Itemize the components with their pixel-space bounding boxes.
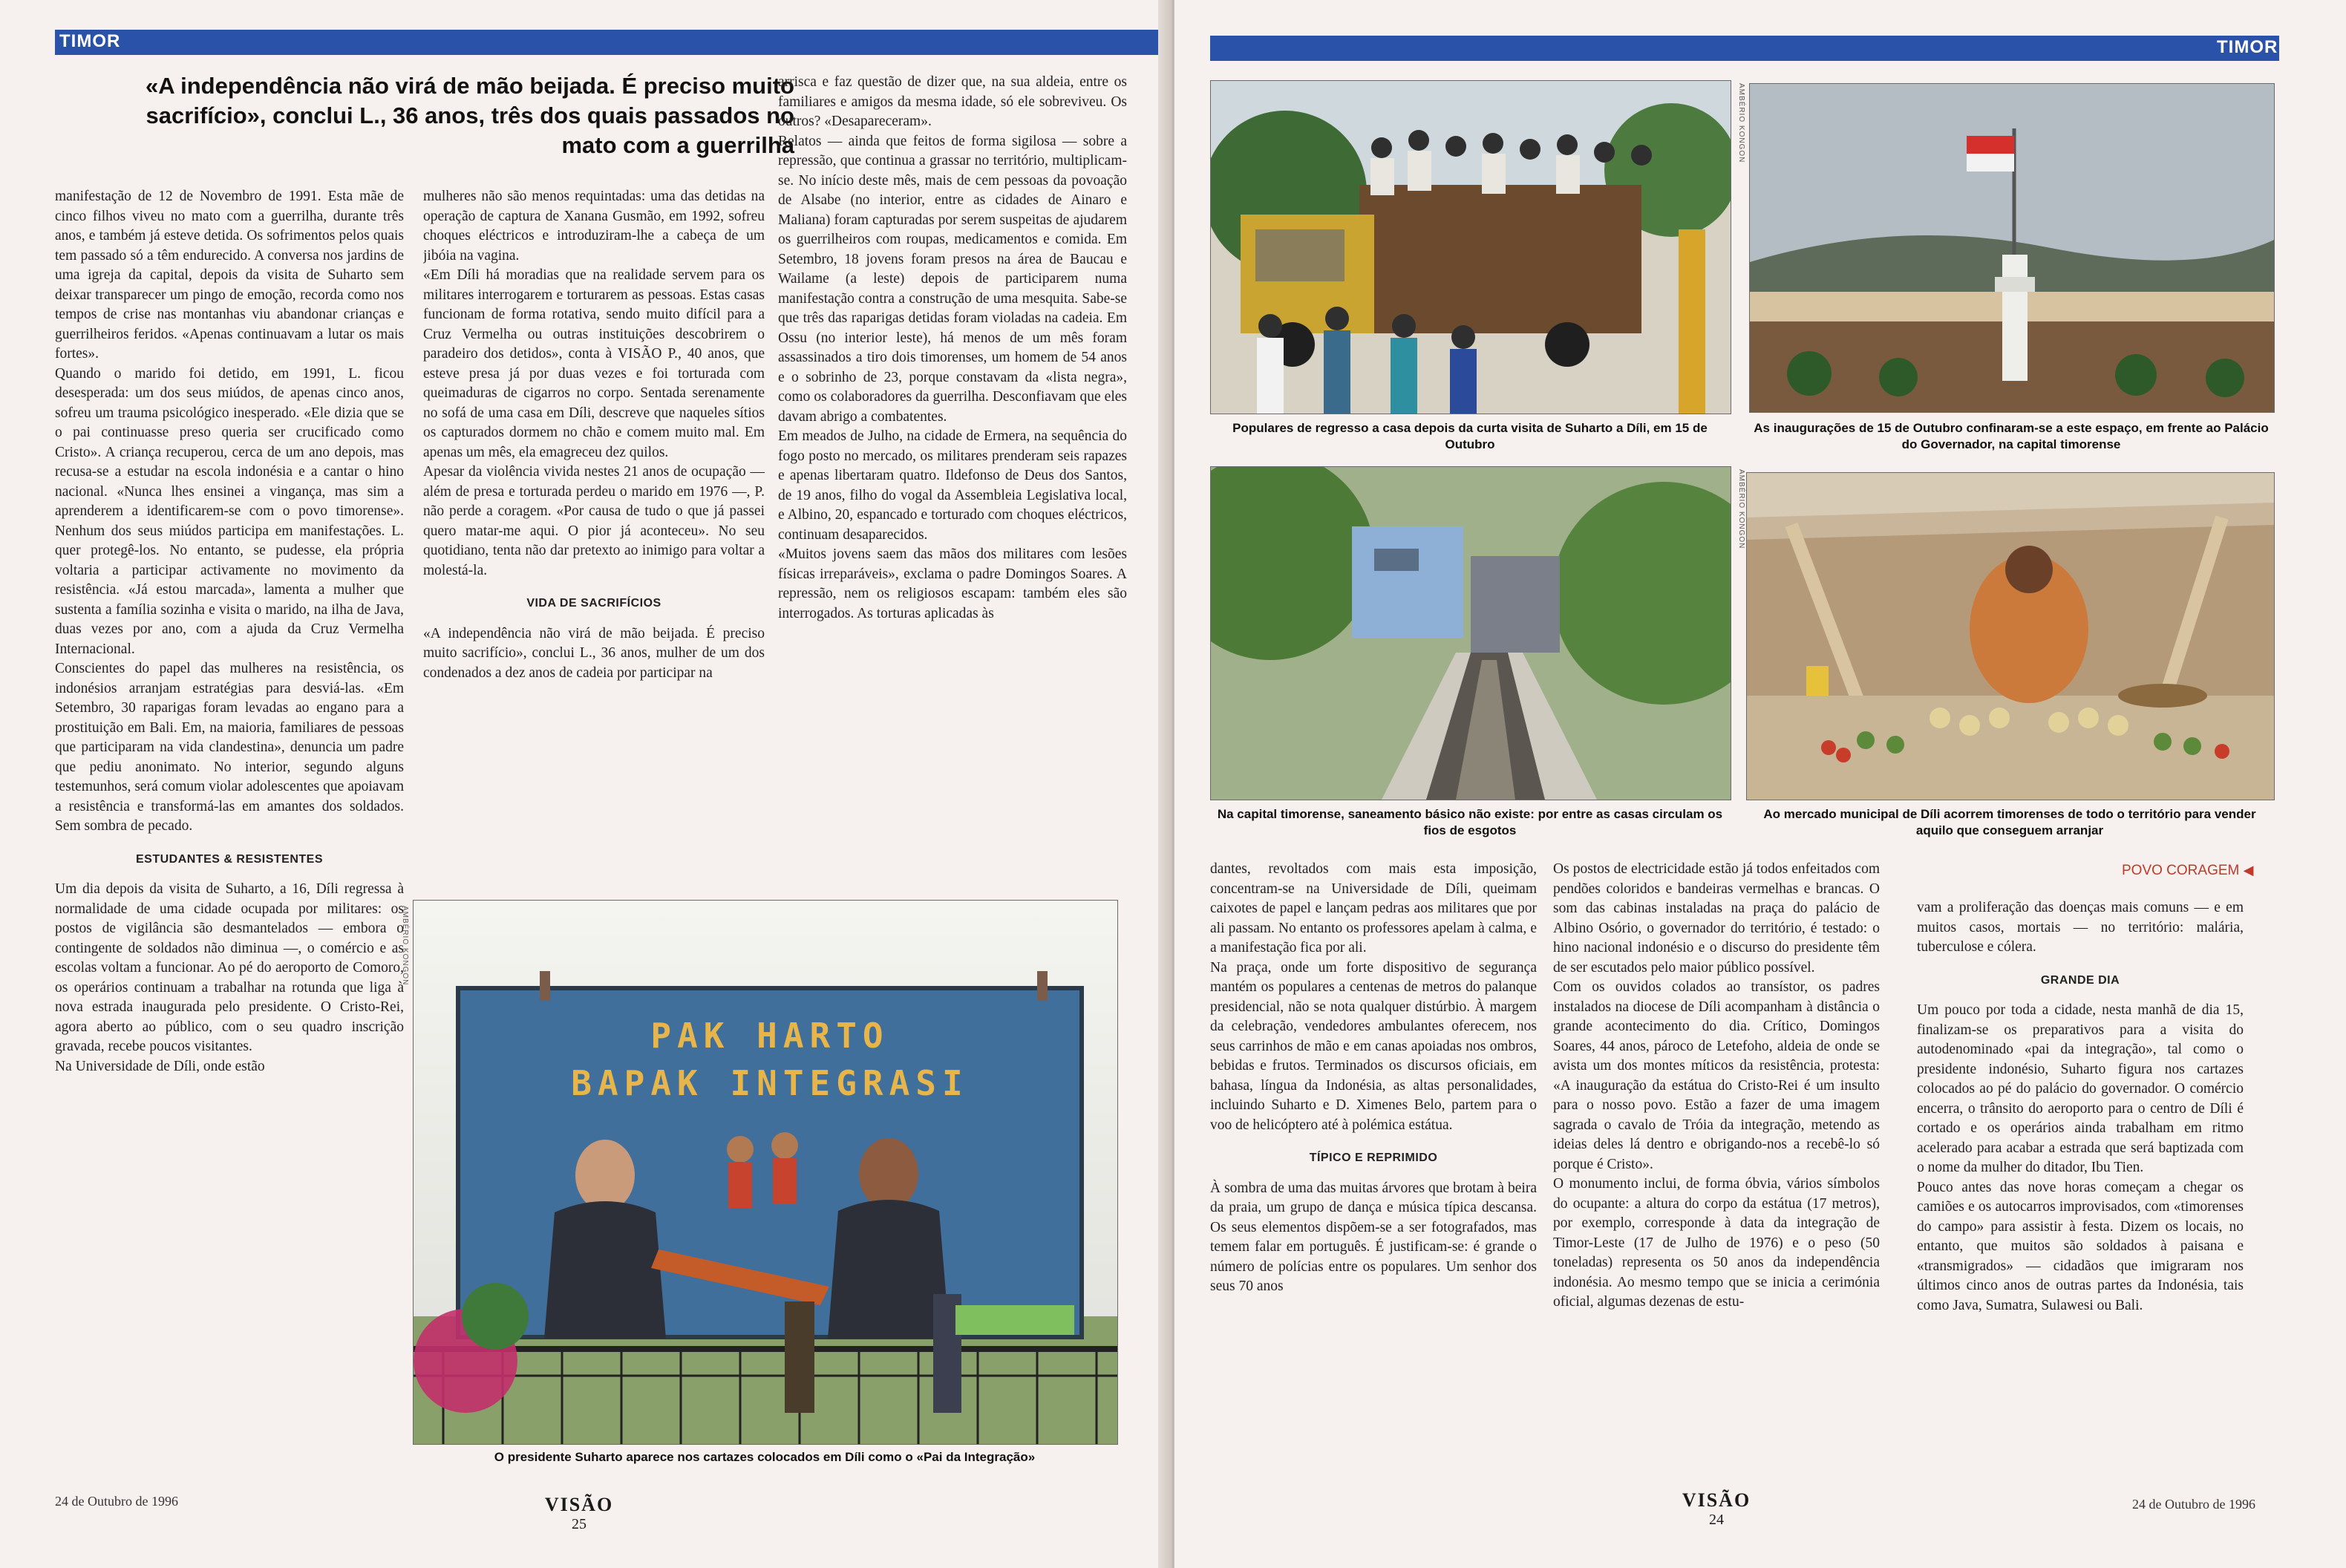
right-page	[1174, 0, 2346, 1568]
paragraph: manifestação de 12 de Novembro de 1991. Esta mãe de cinco filhos viveu no mato com a guerrilha, durante três anos, e também já esteve detida. Os sofrimentos pelos quais tem passado só a têm endurecido. A conversa nos jardins de uma igreja da capital, depois da visita de Suharto sem deixar transparecer um pingo de emoção, recorda como nos tempos de crise nas montanhas viu abandonar crianças e guerrilheiros feridos. «Apenas continuavam a lutar os mais fortes».	[55, 189, 404, 362]
article-column-r3	[1917, 898, 2244, 1485]
left-page	[0, 0, 1172, 1568]
subhead: GRANDE DIA	[2040, 973, 2120, 987]
paragraph: Com os ouvidos colados ao transístor, os padres instalados na diocese de Díli acompanham à distância o grande acontecimento do dia. Crítico, Domingos Soares, 44 anos, pároco de Letefoho, aldeia de onde se avista um dos montes míticos da resistência, protesta: «A inauguração da estátua do Cristo-Rei é um insulto para o nosso povo. Estão a fazer de uma imagem sagrada o cavalo de Tróia da integração, metendo as ideias deles lá dentro e obrigando-nos a recebê-lo só porque é Cristo».	[1553, 979, 1880, 1172]
article-column-a	[778, 73, 1127, 882]
section-header-bar	[1210, 36, 2279, 61]
paragraph: Relatos — ainda que feitos de forma sigilosa — sobre a repressão, que continua a grassar no território, multiplicam-se. No início deste mês, mais de cem pessoas da povoação de Alsabe (no interior, entre as cidades de Ainaro e Maliana) foram capturadas por serem suspeitas de ajudarem os guerrilheiros com roupas, medicamentos e comida. Em Setembro, 18 jovens foram presos na área de Baucau e Wailame (a leste) depois de participarem numa manifestação contra a construção de uma mesquita. Sabe-se que três das raparigas detidas foram violadas na cadeia. Em Ossu (no interior leste), há menos de um mês foram assassinados a tiro dois timorenses, um homem de 54 anos e o sobrinho de 23, porque constavam da «lista negra», como os colaboradores da guerrilha. Desconfiavam que eles davam abrigo a combatentes.	[778, 133, 1127, 425]
truck-caption: Populares de regresso a casa depois da curta visita de Suharto a Díli, em 15 de Outubro	[1232, 421, 1708, 451]
canal-photo	[1210, 466, 1731, 800]
photo-credit: AMBÉRIO KONGON	[1737, 469, 1745, 549]
issue-date: 24 de Outubro de 1996	[55, 1494, 178, 1509]
paragraph: mulheres não são menos requintadas: uma das detidas na operação de captura de Xanana Gusmão, em 1992, sofreu choques eléctricos e introduziram-lhe a cabeça de um jibóia na vagina.	[423, 189, 765, 264]
flag-photo	[1749, 83, 2275, 413]
paragraph: Na Universidade de Díli, onde estão	[55, 1058, 265, 1074]
paragraph: Um pouco por toda a cidade, nesta manhã de dia 15, finalizam-se os preparativos para a visita do autodenominado «pai da integração», tal como o presidente indonésio, Suharto figura nos cartazes colocados ao pé do palácio do governador. O comércio encerra, o trânsito do aeroporto para o centro de Díli é cortado e os operários ainda trabalham em ritmo acelerado para acabar a estrada que será baptizada com o nome da mulher do ditador, Ibu Tien.	[1917, 1002, 2244, 1175]
article-column-r2	[1553, 860, 1880, 1476]
article-column-c	[55, 187, 404, 1471]
billboard-line-1: PAK HARTO	[650, 1016, 889, 1056]
market-caption: Ao mercado municipal de Díli acorrem timorenses de todo o território para vender aquilo que conseguem arranjar	[1763, 807, 2256, 837]
page-number: 24	[1709, 1512, 1724, 1528]
paragraph: «Em Díli há moradias que na realidade servem para os militares interrogarem e torturarem as pessoas. Estas casas funcionam de forma rotativa, sendo muito difícil para a Cruz Vermelha ou outras instituições descobrirem o paradeiro dos detidos», conta à VISÃO P., 40 anos, que esteve presa já por duas vezes e foi torturada com queimaduras de cigarros no corpo. Sentada serenamente no sofá de uma casa em Díli, descreve que naqueles sítios os capturados dormem no chão e comem muito mal. Em apenas um mês, ela emagreceu dez quilos.	[423, 267, 765, 460]
magazine-brand: VISÃO	[544, 1494, 614, 1515]
page-folio	[1657, 1489, 1776, 1529]
truck-illustration	[1211, 81, 1731, 414]
paragraph: Quando o marido foi detido, em 1991, L. ficou desesperada: um dos seus miúdos, de apenas cinco anos, sofreu um trauma psicológico inesperado. «Ele dizia que se o pai continuasse preso queria ser crucificado como Cristo». A criança recuperou, cerca de um ano depois, mas recusa-se a estudar na escola indonésia e a cantar o hino nacional. «Nunca lhes ensinei a vingança, mas sim a aprenderem a identificarem-se com o povo timorense». Nenhum dos seus miúdos participa em manifestações. L. quer protegê-los. No entanto, se pudesse, ela própria voltaria a participar activamente no movimento da resistência. «Já estou marcada», lamenta a mulher que sustenta a família sozinha e visita o marido, na ilha de Java, duas vezes por ano, com a ajuda da Cruz Vermelha Internacional.	[55, 365, 404, 657]
paragraph: arrisca e faz questão de dizer que, na sua aldeia, entre os familiares e amigos da mesma idade, só ele sobreviveu. Os outros? «Desapareceram».	[778, 74, 1127, 129]
section-tag: TIMOR	[2217, 37, 2278, 57]
subhead: ESTUDANTES & RESISTENTES	[135, 852, 324, 866]
see-also-label: POVO CORAGEM	[2122, 863, 2240, 878]
page-folio	[520, 1494, 638, 1533]
page-number: 25	[572, 1516, 586, 1532]
paragraph: vam a proliferação das doenças mais comuns — e em muitos casos, mortais — no território: malária, tuberculose e cólera.	[1917, 900, 2244, 955]
magazine-brand: VISÃO	[1682, 1489, 1751, 1511]
paragraph: Conscientes do papel das mulheres na resistência, os indonésios arranjam estratégias para desviá-las. «Em Setembro, 30 raparigas foram levadas ao engano para a prostituição em Bali. Em, na maioria, familiares de pessoas que participaram na vida clandestina», denuncia um padre que pediu anonimato. No interior, segundo alguns testemunhos, será comum violar adolescentes que apoiavam a resistência e transformá-las em amantes dos soldados. Sem sombra de pecado.	[55, 661, 404, 834]
article-column-r1	[1210, 860, 1537, 1476]
section-header-bar	[55, 30, 1158, 55]
billboard-photo	[413, 900, 1118, 1445]
paragraph: Um dia depois da visita de Suharto, a 16, Díli regressa à normalidade de uma cidade ocupada por militares: os postos de vigilância são desmantelados — embora o contingente de soldados não diminua —, o comércio e as escolas voltam a funcionar. Ao pé do aeroporto de Comoro, os operários continuam a trabalhar na rotunda que liga à nova estrada inaugurada pelo presidente. O Cristo-Rei, agora aberto ao público, com o seu quadro inscrição gravada, recebe poucos visitantes.	[55, 881, 404, 1054]
subhead: VIDA DE SACRIFÍCIOS	[526, 597, 661, 610]
photo-credit: AMBÉRIO KONGON	[401, 906, 409, 986]
paragraph: Os postos de electricidade estão já todos enfeitados com pendões coloridos e bandeiras vermelhas e brancas. O som das cabinas instaladas na praça do palácio de Albino Osório, o governador do território, é testado: o hino nacional indonésio e o discurso do presidente têm de ser escutados pelo maior público possível.	[1553, 861, 1880, 976]
paragraph: Em meados de Julho, na cidade de Ermera, na sequência do fogo posto no mercado, os militares prenderam seis rapazes e apenas libertaram quatro. Ildefonso de Deus dos Santos, de 19 anos, filho do vogal da Assembleia Legislativa local, e Albino, 20, espancado e torturado com choques eléctricos, continuam desaparecidos.	[778, 428, 1127, 543]
canal-illustration	[1211, 467, 1731, 800]
section-tag: TIMOR	[59, 31, 121, 51]
flag-caption: As inaugurações de 15 de Outubro confinaram-se a este espaço, em frente ao Palácio do Governador, na capital timorense	[1754, 421, 2269, 451]
paragraph: Na praça, onde um forte dispositivo de segurança mantém os populares a centenas de metros do palanque presidencial, não se nota qualquer distúrbio. À margem da celebração, vendedores ambulantes oferecem, nos seus carrinhos de mão e em canas apoiadas nos ombros, bebidas e frutos. Terminados os discursos oficiais, em bahasa, língua da Indonésia, as altas personalidades, incluindo Suharto e D. Ximenes Belo, partem para o voo de helicóptero até à polémica estátua.	[1210, 959, 1537, 1133]
billboard-illustration	[414, 901, 1117, 1444]
paragraph: À sombra de uma das muitas árvores que brotam à beira da praia, um grupo de dança e música típica descansa. Os seus elementos dispõem-se a ser fotografados, mas temem falar em português. É justificam-se: é grande o número de polícias entre os populares. Um senhor dos seus 70 anos	[1210, 1180, 1537, 1294]
market-photo	[1746, 472, 2275, 800]
issue-date: 24 de Outubro de 1996	[2132, 1497, 2255, 1512]
paragraph: Pouco antes das nove horas começam a chegar os camiões e os autocarros improvisados, com «timorenses do campo» para assistir à festa. Dizem os locais, no entanto, que muitos são soldados à paisana e «transmigrados» — cidadãos que imigraram nos últimos cinco anos de outras partes da Indonésia, tais como Java, Sumatra, Sulawesi ou Bali.	[1917, 1179, 2244, 1313]
billboard-caption: O presidente Suharto aparece nos cartazes colocados em Díli como o «Pai da Integração»	[494, 1450, 1036, 1464]
paragraph: «A independência não virá de mão beijada. É preciso muito sacrifício», conclui L., 36 anos, mulher de um dos condenados a dez anos de cadeia por participar na	[423, 625, 765, 681]
paragraph: O monumento inclui, de forma óbvia, vários símbolos do ocupante: a altura do corpo da estátua (17 metros), por exemplo, corresponde à data da integração de Timor-Leste (17 de Julho de 1976) e o peso (50 toneladas) representa os 50 anos da independência indonésia. Ao mesmo tempo que se inicia a cerimónia oficial, algumas dezenas de estu-	[1553, 1176, 1880, 1310]
canal-caption: Na capital timorense, saneamento básico não existe: por entre as casas circulam os fios de esgotos	[1217, 807, 1723, 837]
photo-credit: AMBÉRIO KONGON	[1737, 83, 1745, 163]
truck-photo	[1210, 80, 1731, 414]
flag-illustration	[1750, 84, 2274, 412]
triangle-icon: ◀	[2243, 863, 2254, 878]
article-column-b	[423, 187, 765, 885]
paragraph: Apesar da violência vivida nestes 21 anos de ocupação — além de presa e torturada perdeu o marido em 1976 —, P. não perde a coragem. «Por causa de tudo o que já passei quero matar-me aqui. O pior já aconteceu». No seu quotidiano, tenta não dar pretexto ao inimigo para voltar a molestá-la.	[423, 464, 765, 578]
paragraph: dantes, revoltados com mais esta imposição, concentram-se na Universidade de Díli, queimam caixotes de papel e lançam pedras aos militares que por ali passam. No entanto os professores apelam à calma, e a manifestação fica por ali.	[1210, 861, 1537, 956]
paragraph: «Muitos jovens saem das mãos dos militares com lesões físicas irreparáveis», exclama o padre Domingos Soares. A repressão, nem os religiosos escapam: também eles são interrogados. As torturas aplicadas às	[778, 546, 1127, 621]
subhead: TÍPICO E REPRIMIDO	[1309, 1152, 1438, 1164]
market-illustration	[1747, 473, 2274, 800]
billboard-line-2: BAPAK INTEGRASI	[571, 1063, 969, 1103]
see-also-link[interactable]	[2122, 863, 2253, 879]
pull-quote-headline: «A independência não virá de mão beijada. É preciso muito sacrifício», conclui L., 36 anos, três dos quais passados no mato com a guerrilha	[146, 73, 794, 158]
